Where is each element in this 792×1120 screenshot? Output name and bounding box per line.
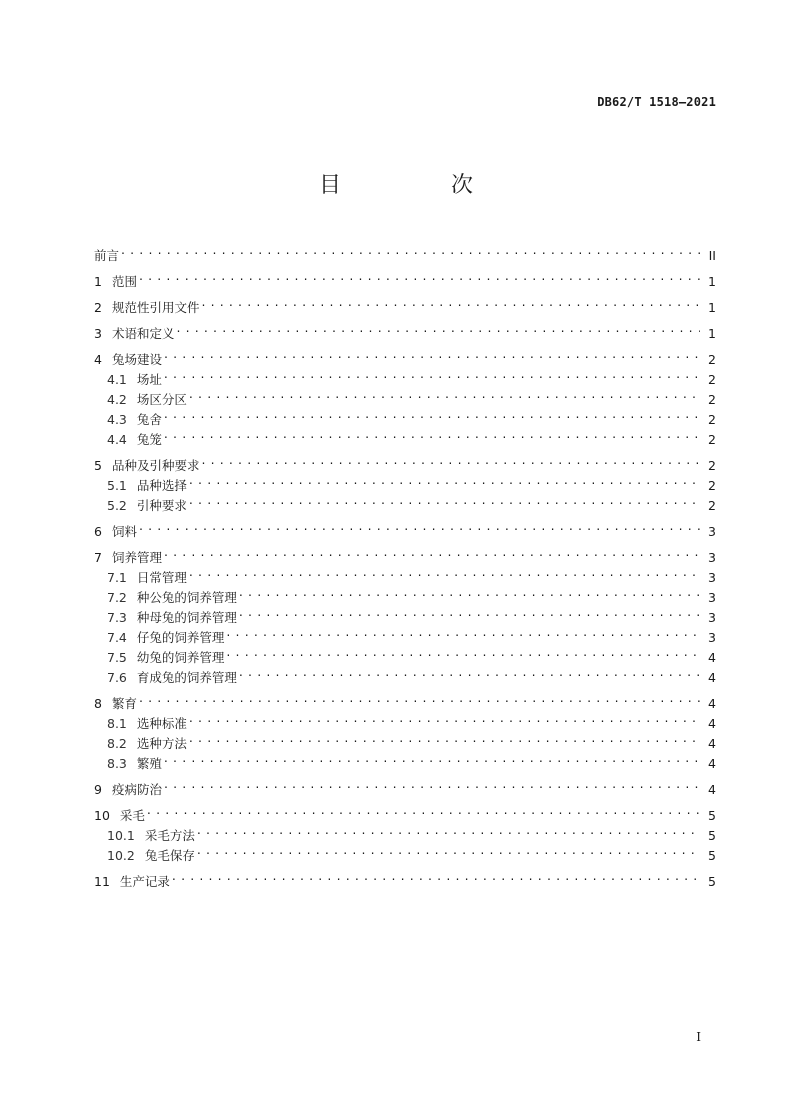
toc-entry-number: 5.1: [107, 478, 127, 493]
toc-entry[interactable]: [94, 490, 716, 513]
toc-entry-number: 10.1: [107, 828, 135, 843]
toc-entry[interactable]: [94, 708, 716, 731]
toc-entry-number: 7.1: [107, 570, 127, 585]
toc-leader-dots: [139, 266, 700, 286]
toc-entry-number: 7.5: [107, 650, 127, 665]
toc-entry-number: 8.2: [107, 736, 127, 751]
toc-entry[interactable]: [94, 562, 716, 585]
toc-entry-number: 11: [94, 874, 110, 889]
toc-entry-number: 8.3: [107, 756, 127, 771]
toc-entry[interactable]: [94, 424, 716, 447]
toc-leader-dots: [164, 424, 700, 444]
toc-entry[interactable]: [94, 240, 716, 263]
toc-entry-page: 4: [708, 782, 716, 797]
toc-entry[interactable]: [94, 450, 716, 473]
toc-entry-number: 4.1: [107, 372, 127, 387]
toc-leader-dots: [164, 748, 700, 768]
toc-entry[interactable]: [94, 344, 716, 367]
toc-entry-page: 4: [708, 736, 716, 751]
toc-entry-label: 疫病防治: [111, 782, 162, 797]
page-number: I: [696, 1030, 701, 1044]
toc-entry-label: 场址: [136, 372, 162, 387]
toc-entry-page: II: [708, 248, 716, 263]
toc-leader-dots: [189, 470, 700, 490]
page-title: 目 次: [318, 173, 517, 198]
toc-entry-page: 3: [708, 590, 716, 605]
toc-entry-label: 饲养管理: [111, 550, 162, 565]
toc-leader-dots: [176, 318, 700, 338]
toc-entry[interactable]: [94, 404, 716, 427]
toc-entry-number: 2: [94, 300, 102, 315]
toc-leader-dots: [164, 344, 700, 364]
toc-entry-page: 5: [708, 848, 716, 863]
toc-entry-number: 1: [94, 274, 102, 289]
toc-leader-dots: [139, 516, 700, 536]
toc-entry-page: 2: [708, 458, 716, 473]
toc-entry-page: 3: [708, 550, 716, 565]
table-of-contents: [94, 240, 716, 889]
toc-entry-page: 1: [708, 326, 716, 341]
toc-entry-label: 种公兔的饲养管理: [136, 590, 237, 605]
toc-entry[interactable]: [94, 748, 716, 771]
toc-entry[interactable]: [94, 292, 716, 315]
toc-entry-number: 4: [94, 352, 102, 367]
toc-entry-label: 繁育: [111, 696, 137, 711]
toc-entry-page: 5: [708, 808, 716, 823]
toc-leader-dots: [226, 622, 700, 642]
toc-entry-number: 4.4: [107, 432, 127, 447]
toc-entry-page: 2: [708, 372, 716, 387]
toc-entry[interactable]: [94, 364, 716, 387]
toc-entry-page: 3: [708, 630, 716, 645]
toc-entry-label: 日常管理: [136, 570, 187, 585]
toc-leader-dots: [164, 774, 700, 794]
toc-entry[interactable]: [94, 318, 716, 341]
toc-entry-number: 7: [94, 550, 102, 565]
toc-entry-page: 4: [708, 716, 716, 731]
toc-entry-label: 兔舍: [136, 412, 162, 427]
toc-leader-dots: [197, 840, 700, 860]
toc-entry-label: 品种及引种要求: [111, 458, 200, 473]
toc-leader-dots: [201, 292, 700, 312]
toc-leader-dots: [239, 662, 700, 682]
toc-entry-number: 10: [94, 808, 110, 823]
toc-leader-dots: [164, 542, 700, 562]
toc-leader-dots: [189, 490, 700, 510]
toc-leader-dots: [147, 800, 700, 820]
toc-leader-dots: [189, 708, 700, 728]
toc-entry-label: 采毛: [119, 808, 145, 823]
toc-entry-label: 范围: [111, 274, 137, 289]
toc-entry-number: 7.4: [107, 630, 127, 645]
toc-entry-label: 繁殖: [136, 756, 162, 771]
toc-entry-number: 7.6: [107, 670, 127, 685]
toc-entry-label: 种母兔的饲养管理: [136, 610, 237, 625]
toc-entry[interactable]: [94, 800, 716, 823]
toc-entry[interactable]: [94, 582, 716, 605]
toc-leader-dots: [226, 642, 700, 662]
toc-leader-dots: [164, 404, 700, 424]
toc-entry-number: 4.3: [107, 412, 127, 427]
toc-entry-page: 2: [708, 352, 716, 367]
toc-entry-label: 仔兔的饲养管理: [136, 630, 225, 645]
toc-entry-page: 5: [708, 874, 716, 889]
toc-entry-number: 7.2: [107, 590, 127, 605]
toc-entry-number: 7.3: [107, 610, 127, 625]
toc-entry-label: 育成兔的饲养管理: [136, 670, 237, 685]
toc-entry-label: 品种选择: [136, 478, 187, 493]
document-code: DB62/T 1518—2021: [597, 95, 716, 109]
toc-entry-label: 引种要求: [136, 498, 187, 513]
toc-entry-page: 4: [708, 670, 716, 685]
toc-leader-dots: [172, 866, 700, 886]
toc-entry-label: 术语和定义: [111, 326, 175, 341]
toc-entry-number: 6: [94, 524, 102, 539]
toc-entry-label: 生产记录: [119, 874, 170, 889]
toc-entry-label: 采毛方法: [144, 828, 195, 843]
toc-entry[interactable]: [94, 820, 716, 843]
toc-entry-page: 4: [708, 756, 716, 771]
toc-entry[interactable]: [94, 384, 716, 407]
toc-leader-dots: [197, 820, 700, 840]
toc-entry[interactable]: [94, 774, 716, 797]
toc-entry-number: 4.2: [107, 392, 127, 407]
toc-entry-label: 兔笼: [136, 432, 162, 447]
toc-entry-label: 幼兔的饲养管理: [136, 650, 225, 665]
toc-entry-page: 2: [708, 498, 716, 513]
toc-leader-dots: [164, 364, 700, 384]
toc-leader-dots: [189, 562, 700, 582]
toc-leader-dots: [239, 602, 700, 622]
toc-entry-number: 5.2: [107, 498, 127, 513]
toc-leader-dots: [189, 728, 700, 748]
toc-leader-dots: [139, 688, 700, 708]
toc-entry-number: 9: [94, 782, 102, 797]
toc-entry-label: 饲料: [111, 524, 137, 539]
toc-entry-page: 2: [708, 412, 716, 427]
toc-entry-page: 3: [708, 570, 716, 585]
toc-entry-page: 2: [708, 392, 716, 407]
toc-entry-number: 5: [94, 458, 102, 473]
toc-entry-page: 2: [708, 432, 716, 447]
toc-entry-label: 选种标准: [136, 716, 187, 731]
toc-entry-number: 3: [94, 326, 102, 341]
toc-entry-page: 3: [708, 524, 716, 539]
toc-entry-label: 规范性引用文件: [111, 300, 200, 315]
toc-entry-page: 4: [708, 650, 716, 665]
toc-entry-page: 1: [708, 300, 716, 315]
toc-entry[interactable]: [94, 516, 716, 539]
toc-entry-label: 场区分区: [136, 392, 187, 407]
toc-entry-number: 8.1: [107, 716, 127, 731]
toc-entry-label: 兔毛保存: [144, 848, 195, 863]
toc-entry-page: 1: [708, 274, 716, 289]
toc-entry-label: 选种方法: [136, 736, 187, 751]
toc-entry-label: 前言: [94, 248, 120, 263]
toc-leader-dots: [189, 384, 700, 404]
toc-entry[interactable]: [94, 688, 716, 711]
toc-leader-dots: [201, 450, 700, 470]
toc-entry-page: 5: [708, 828, 716, 843]
toc-entry-number: 10.2: [107, 848, 135, 863]
toc-entry[interactable]: [94, 728, 716, 751]
toc-leader-dots: [121, 240, 700, 260]
toc-entry-label: 兔场建设: [111, 352, 162, 367]
toc-entry-page: 4: [708, 696, 716, 711]
toc-entry-number: 8: [94, 696, 102, 711]
toc-entry[interactable]: [94, 866, 716, 889]
toc-entry[interactable]: [94, 542, 716, 565]
toc-entry[interactable]: [94, 266, 716, 289]
toc-leader-dots: [239, 582, 700, 602]
toc-entry-page: 3: [708, 610, 716, 625]
toc-entry-page: 2: [708, 478, 716, 493]
